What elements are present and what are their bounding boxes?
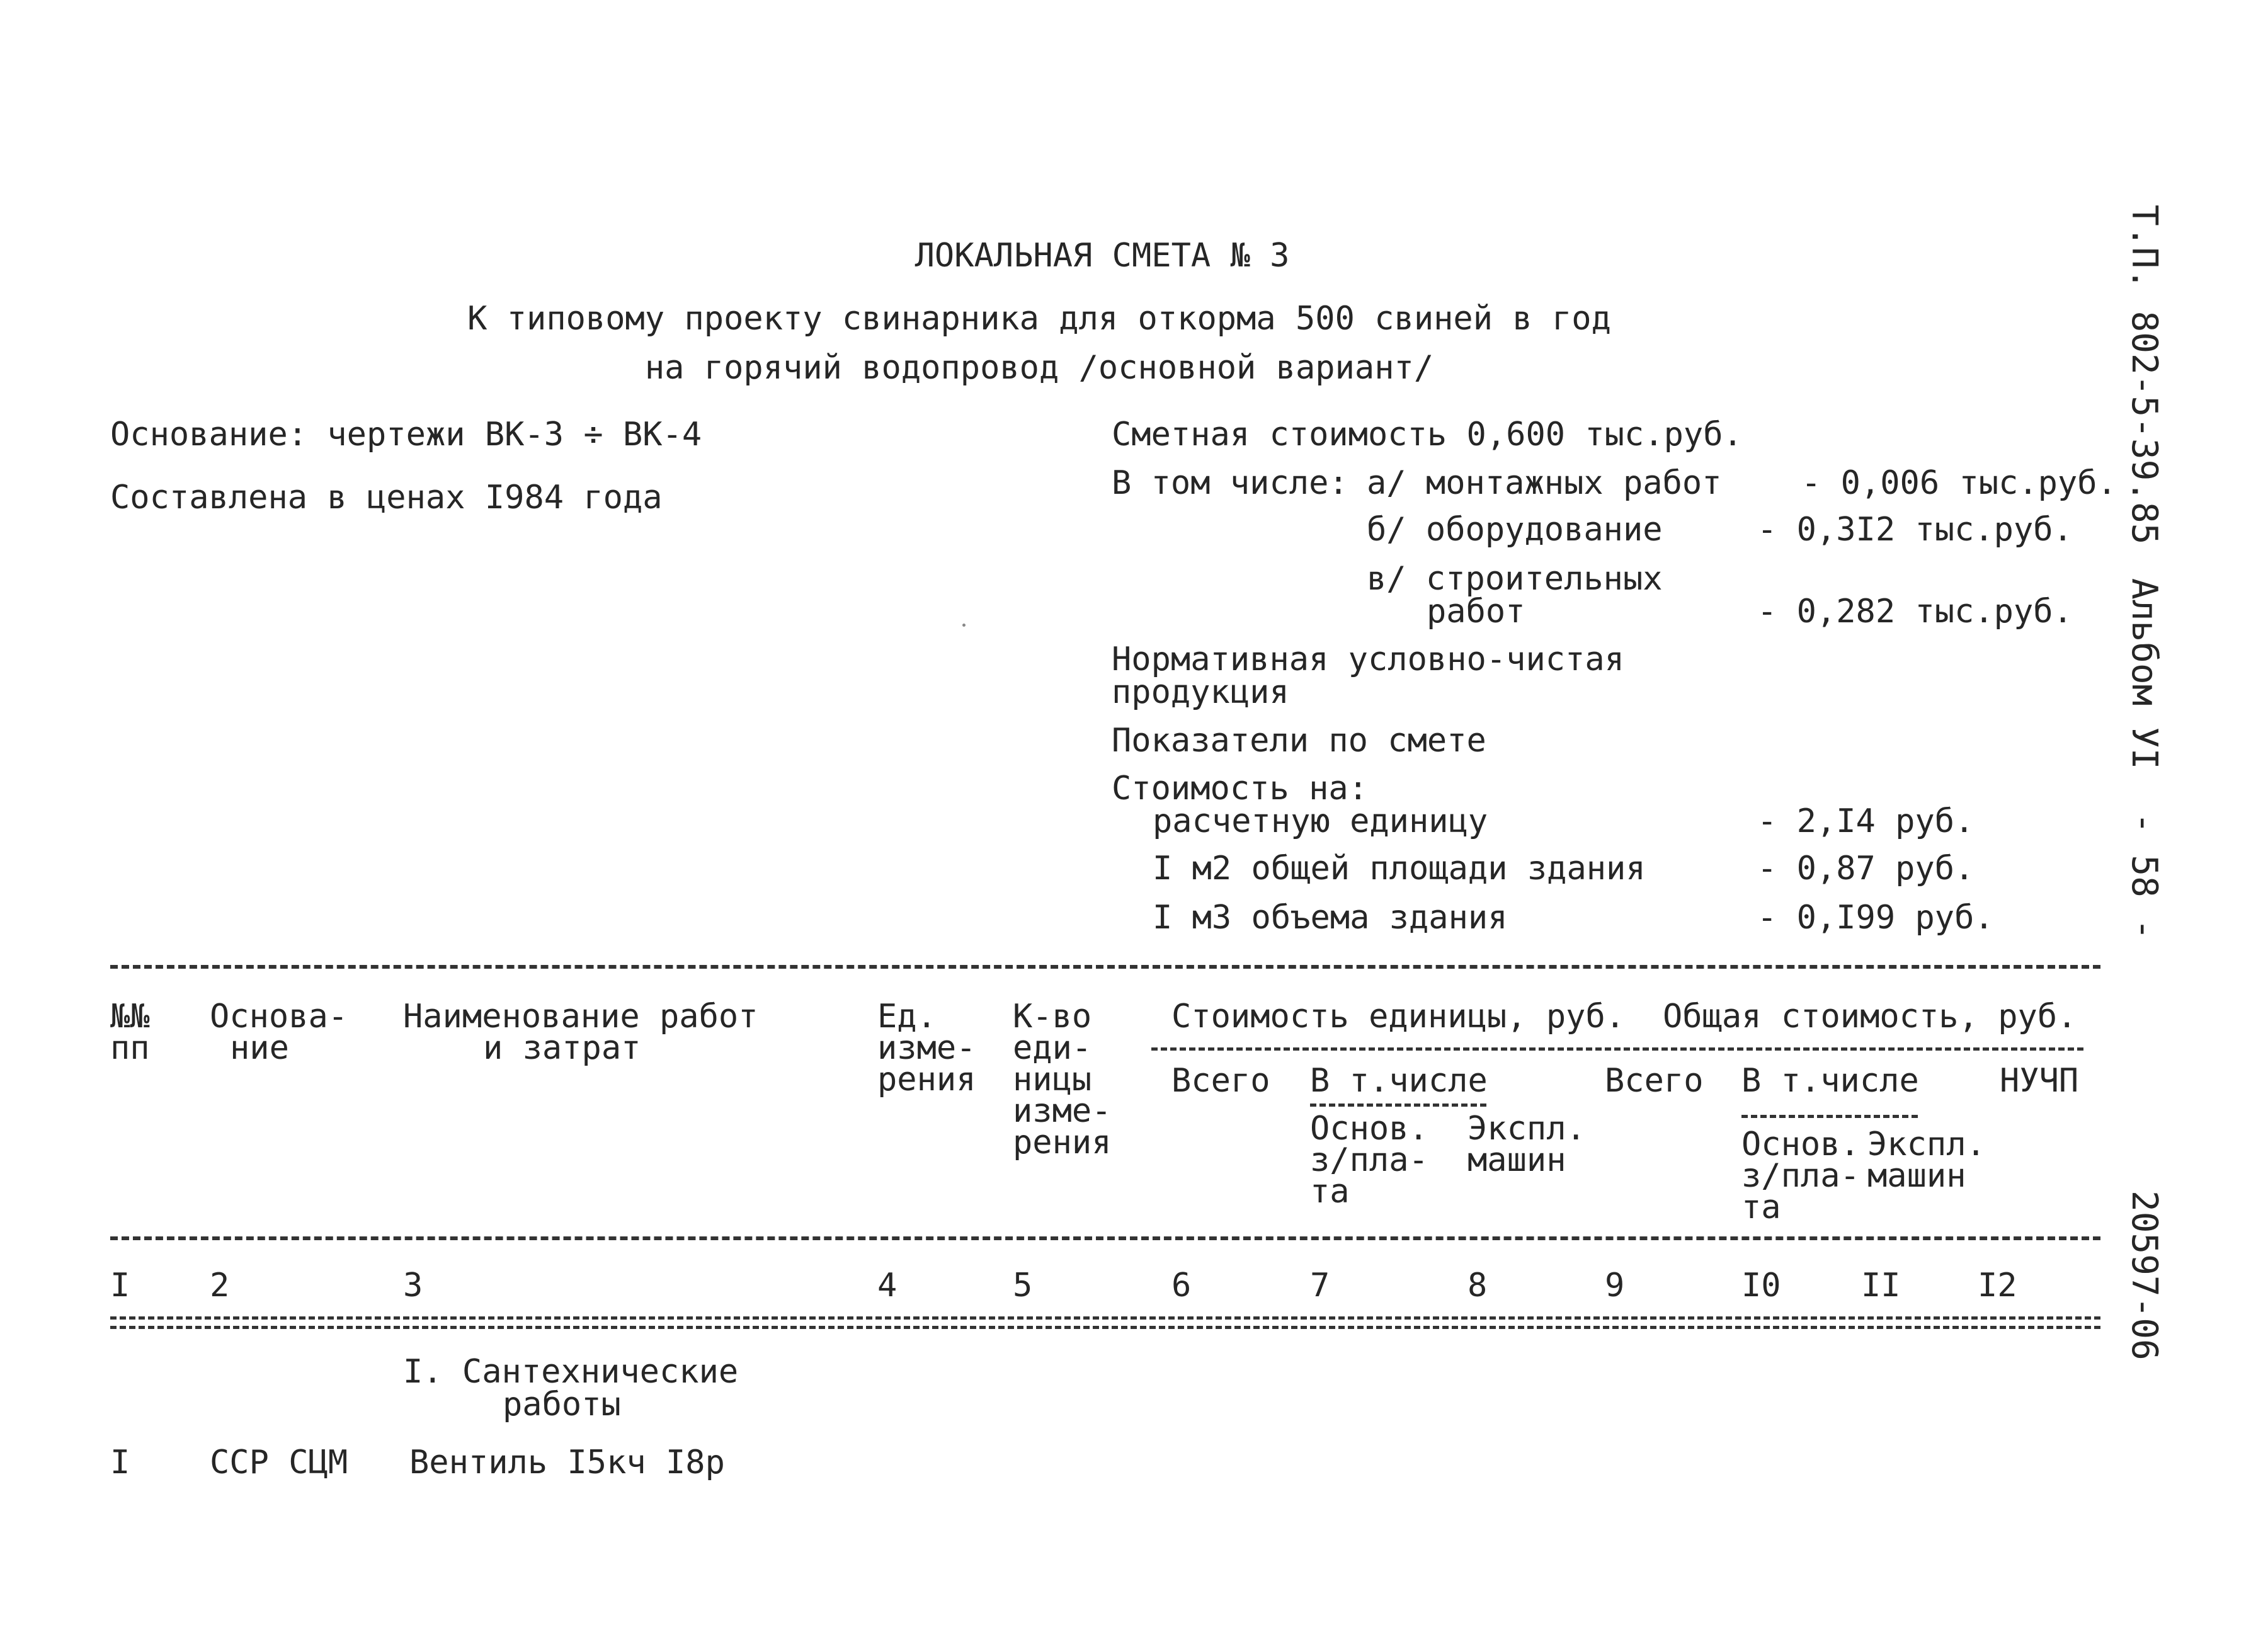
basis-text: Основание: чертежи ВК-3 ÷ ВК-4 [110,416,702,453]
margin-document-code: 20597-06 [2124,1190,2165,1360]
col-number-header-line2: пп [110,1029,150,1067]
column-number: I [110,1267,130,1304]
total-incl-header: В т.числе [1741,1062,1919,1100]
unit-cost-label: расчетную единицу [1153,802,1488,840]
unit-incl-header: В т.числе [1310,1062,1488,1100]
unit-osnov-header-line2: з/пла- [1310,1141,1428,1179]
document-subtitle-line1: К типовому проекту свинарника для откорма 500 свиней в год [467,300,1611,338]
col-unit-header-line3: рения [877,1061,976,1098]
cost-item-b-value: - 0,3I2 тыс.руб. [1757,511,2073,549]
cost-item-c-value: - 0,282 тыс.руб. [1757,593,2073,630]
cost-item-a-value: - 0,006 тыс.руб. [1801,464,2117,502]
col-number-header-line1: №№ [110,998,150,1035]
header-bottom-rule [110,1236,2100,1240]
normative-line1: Нормативная условно-чистая [1112,641,1624,678]
column-number: I0 [1741,1267,1781,1304]
scan-speck [962,624,966,627]
total-ekspl-header-line1: Экспл. [1867,1126,1986,1163]
column-number: 9 [1605,1267,1625,1304]
column-number: 5 [1013,1267,1033,1304]
total-total-header: Всего [1605,1062,1704,1100]
total-cost-group-header: Общая стоимость, руб. [1663,998,2077,1035]
total-incl-underline [1741,1115,1918,1118]
col-unit-header-line1: Ед. [877,998,937,1035]
column-numbers-rule-lower [110,1326,2100,1329]
unit-ekspl-header-line2: машин [1467,1141,1566,1179]
column-number: I2 [1978,1267,2017,1304]
column-number: 2 [210,1267,230,1304]
table-row-name: Вентиль I5кч I8р [409,1444,725,1481]
col-unit-header-line2: изме- [877,1029,976,1067]
col-basis-header-line1: Основа- [210,998,348,1035]
table-top-rule [110,965,2100,969]
area-cost-value: - 0,87 руб. [1757,850,1975,887]
total-ekspl-header-line2: машин [1867,1157,1966,1195]
indicators-heading: Показатели по смете [1112,722,1486,760]
estimated-cost: Сметная стоимость 0,600 тыс.руб. [1112,416,1743,453]
column-number: 6 [1171,1267,1192,1304]
col-name-header-line2: и затрат [483,1029,641,1067]
col-qty-header-line4: изме- [1013,1092,1112,1130]
including-label: В том числе: [1112,464,1348,502]
area-cost-label: I м2 общей площади здания [1153,850,1646,887]
cost-item-c-label-line1: в/ строительных [1367,560,1663,598]
cost-item-b-label: б/ оборудование [1367,511,1663,549]
unit-osnov-header-line3: та [1310,1173,1350,1211]
col-basis-header-line2: ние [230,1029,289,1067]
col-name-header-line1: Наименование работ [403,998,758,1035]
cost-for-heading: Стоимость на: [1112,770,1368,807]
nuchp-header: НУЧП [2000,1062,2079,1100]
column-number: 7 [1310,1267,1330,1304]
unit-incl-underline [1310,1104,1486,1107]
group-header-underline [1151,1047,2083,1051]
margin-page-number: - 58 - [2124,813,2165,940]
table-row-basis: ССР СЦМ [210,1444,348,1481]
table-row-number: I [110,1444,130,1481]
normative-line2: продукция [1112,673,1289,711]
column-numbers-rule-upper [110,1316,2100,1320]
total-osnov-header-line2: з/пла- [1741,1157,1860,1195]
unit-total-header: Всего [1171,1062,1270,1100]
col-qty-header-line3: ницы [1013,1061,1092,1098]
column-number: 8 [1467,1267,1488,1304]
cost-item-a-label: а/ монтажных работ [1367,464,1722,502]
column-number: 3 [403,1267,423,1304]
unit-cost-value: - 2,I4 руб. [1757,802,1975,840]
document-subtitle-line2: на горячий водопровод /основной вариант/ [644,349,1434,387]
prices-text: Составлена в ценах I984 года [110,479,663,516]
document-title: ЛОКАЛЬНАЯ СМЕТА № 3 [915,237,1290,275]
section-heading-line1: I. Сантехнические [403,1353,739,1391]
col-qty-header-line1: К-во [1013,998,1092,1035]
cost-item-c-label-line2: работ [1427,593,1525,630]
margin-album: Альбом УI [2124,578,2165,770]
volume-cost-value: - 0,I99 руб. [1757,899,1994,937]
total-osnov-header-line3: та [1741,1189,1781,1226]
total-osnov-header-line1: Основ. [1741,1126,1860,1163]
col-qty-header-line5: рения [1013,1124,1112,1161]
unit-cost-group-header: Стоимость единицы, руб. [1171,998,1626,1035]
unit-ekspl-header-line1: Экспл. [1467,1110,1586,1148]
section-heading-line2: работы [503,1386,621,1423]
column-number: 4 [877,1267,898,1304]
unit-osnov-header-line1: Основ. [1310,1110,1428,1148]
col-qty-header-line2: еди- [1013,1029,1092,1067]
margin-project-ref: Т.П. 802-5-39.85 [2124,205,2165,545]
column-number: II [1861,1267,1901,1304]
volume-cost-label: I м3 объема здания [1153,899,1508,937]
